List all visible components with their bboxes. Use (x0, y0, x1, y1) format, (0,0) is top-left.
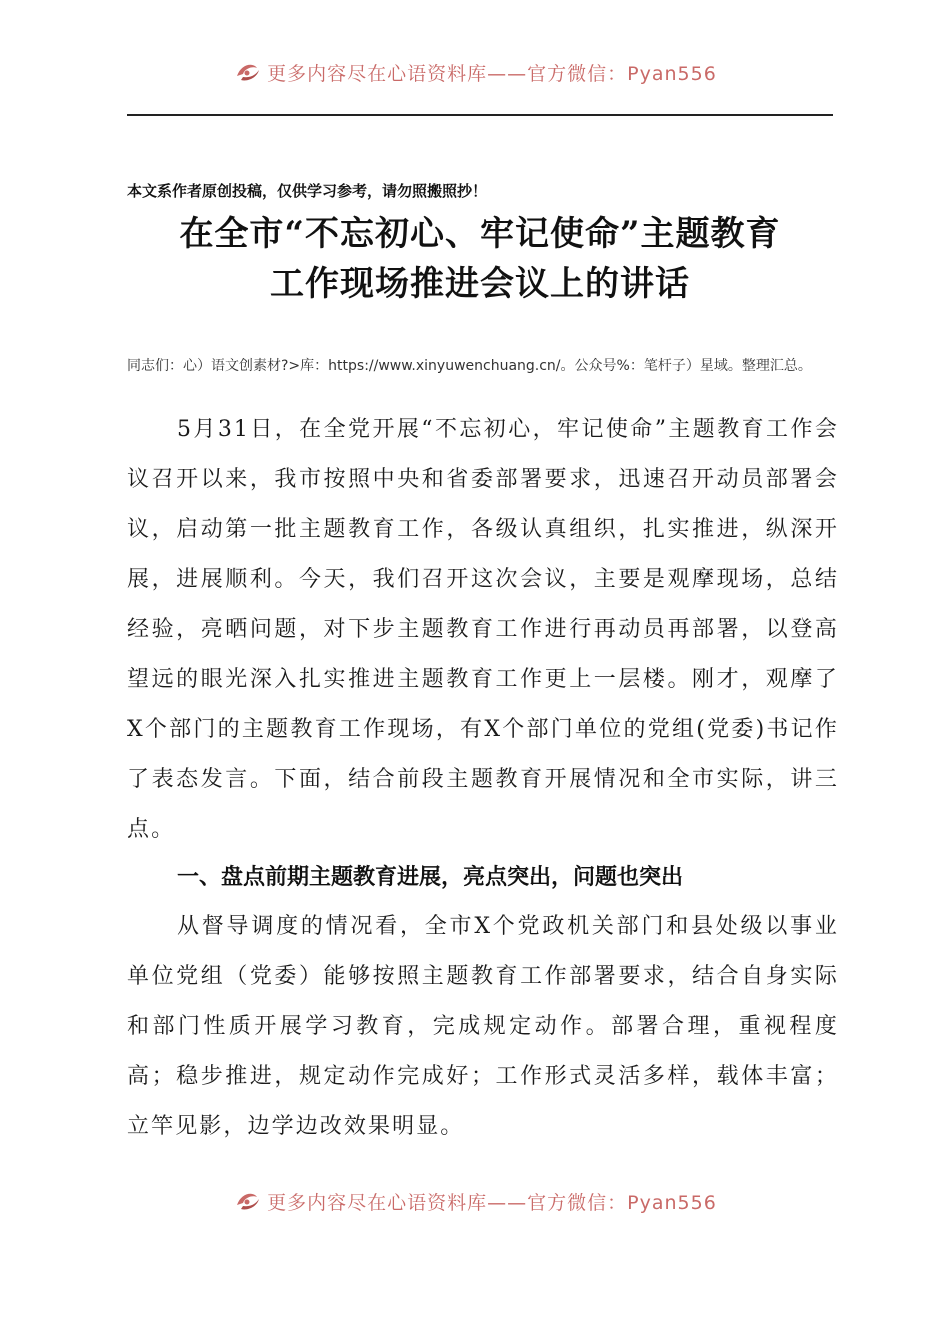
section-heading-1: 一、盘点前期主题教育进展，亮点突出，问题也突出 (177, 865, 684, 890)
source-line: 同志们：心）语文创素材?>库：https://www.xinyuwenchuang.cn/。公众号%：笔杆子）星域。整理汇总。 (127, 358, 812, 374)
header-banner (0, 52, 950, 92)
document-title-line2: 工作现场推进会议上的讲话 (270, 264, 690, 304)
footer-banner (0, 1181, 950, 1221)
header-banner-text: 更多内容尽在心语资料库——官方微信：Pyan556 (267, 62, 717, 85)
body-paragraph-1: 5月31日，在全党开展“不忘初心，牢记使命”主题教育工作会议召开以来，我市按照中央和省委部署要求，迅速召开动员部署会议，启动第一批主题教育工作，各级认真组织，扎实推进，纵深开展，进展顺利。今天，我们召开这次会议，主要是观摩现场，总结经验，亮晒问题，对下步主题教育工作进行再动员再部署，以登高望远的眼光深入扎实推进主题教育工作更上一层楼。刚才，观摩了X个部门的主题教育工作现场，有X个部门单位的党组(党委)书记作了表态发言。下面，结合前段主题教育开展情况和全市实际，讲三点。 (127, 417, 839, 842)
footer-banner-content (233, 1188, 717, 1215)
red-swirl-logo-icon (233, 1189, 261, 1213)
document-title-line1: 在全市“不忘初心、牢记使命”主题教育 (179, 214, 781, 254)
header-banner-content (233, 59, 717, 86)
body-paragraph-2: 从督导调度的情况看，全市X个党政机关部门和县处级以事业单位党组（党委）能够按照主题教育工作部署要求，结合自身实际和部门性质开展学习教育，完成规定动作。部署合理，重视程度高；稳步推进，规定动作完成好；工作形式灵活多样，载体丰富；立竿见影，边学边改效果明显。 (127, 914, 839, 1139)
copyright-note: 本文系作者原创投稿，仅供学习参考，请勿照搬照抄！ (127, 182, 488, 200)
footer-banner-text: 更多内容尽在心语资料库——官方微信：Pyan556 (267, 1191, 717, 1214)
red-swirl-logo-icon (233, 60, 261, 84)
header-divider (127, 114, 833, 116)
